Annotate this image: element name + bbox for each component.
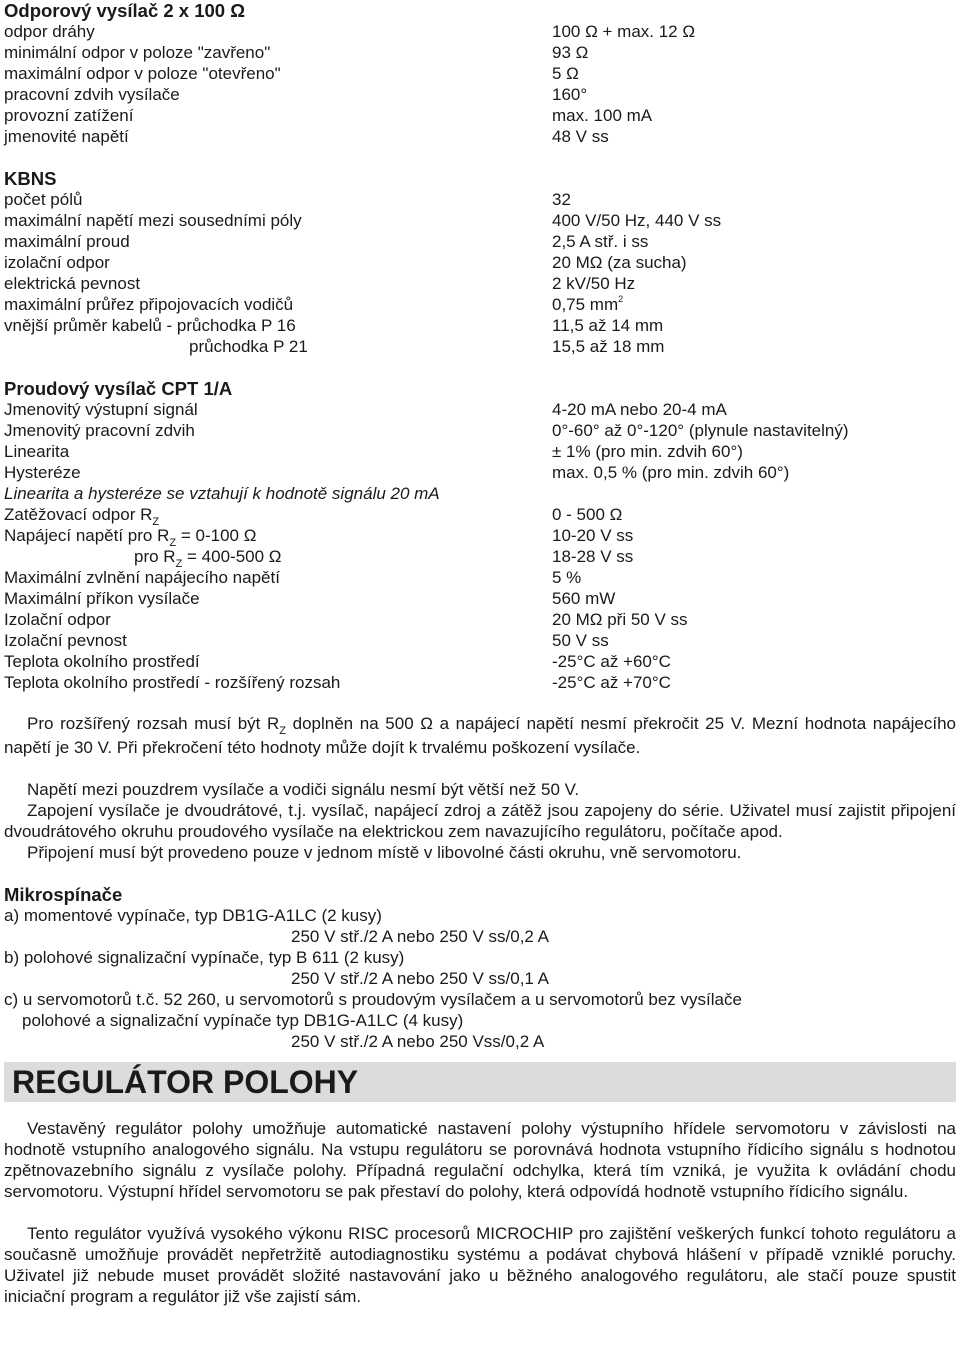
spec-label: maximální průřez připojovacích vodičů bbox=[4, 295, 294, 314]
microswitch-item: b) polohové signalizační vypínače, typ B 611 (2 kusy) bbox=[4, 948, 405, 967]
spec-value: 0°-60° až 0°-120° (plynule nastavitelný) bbox=[552, 421, 849, 440]
spec-row bbox=[4, 567, 956, 588]
connection-paragraph: Připojení musí být provedeno pouze v jednom místě v libovolné části okruhu, vně servomotoru. bbox=[27, 843, 742, 862]
spec-label: Izolační odpor bbox=[4, 610, 111, 629]
spec-row bbox=[4, 210, 956, 231]
spec-row bbox=[4, 630, 956, 651]
spec-row bbox=[4, 273, 956, 294]
section-banner bbox=[4, 1062, 956, 1102]
spec-value: 20 MΩ při 50 V ss bbox=[552, 610, 688, 629]
subscript: Z bbox=[175, 558, 183, 570]
spec-row bbox=[4, 63, 956, 84]
spec-label: Linearita bbox=[4, 442, 70, 461]
microswitch-spec: 250 V stř./2 A nebo 250 V ss/0,2 A bbox=[291, 927, 550, 946]
spec-value: 20 MΩ (za sucha) bbox=[552, 253, 687, 272]
spec-label-text: = 0-100 Ω bbox=[176, 526, 257, 545]
spec-value: -25°C až +60°C bbox=[552, 652, 671, 671]
spec-label: průchodka P 21 bbox=[189, 337, 308, 356]
spec-value: 0 - 500 Ω bbox=[552, 505, 623, 524]
spec-label: Maximální zvlnění napájecího napětí bbox=[4, 568, 280, 587]
banner-title: REGULÁTOR POLOHY bbox=[12, 1064, 359, 1100]
section-title-resistive-transmitter: Odporový vysílač 2 x 100 Ω bbox=[4, 0, 246, 21]
paragraph-text: doplněn na 500 Ω a napájecí napětí nesmí překročit 25 V. Mezní hodnota napájecího napětí je 30 V. Při překročení této hodnoty může dojít k trvalému poškození vysílače. bbox=[4, 714, 956, 757]
spec-value: 32 bbox=[552, 190, 571, 209]
spec-row bbox=[4, 189, 956, 210]
wiring-paragraph: Zapojení vysílače je dvoudrátové, t.j. vysílač, napájecí zdroj a zátěž jsou zapojeny do série. Uživatel musí zajistit připojení dvoudrátového okruhu proudového vysílače na elektrickou zem navazujícího regulátoru, počítače apod. bbox=[4, 801, 956, 841]
spec-label: Hysteréze bbox=[4, 463, 81, 482]
superscript: 2 bbox=[618, 294, 624, 304]
paragraph-text: Pro rozšířený rozsah musí být R bbox=[27, 714, 280, 733]
spec-row bbox=[4, 42, 956, 63]
regulator-risc-paragraph: Tento regulátor využívá vysokého výkonu RISC procesorů MICROCHIP pro zajištění veškerých funkcí tohoto regulátoru a současně umožňuje provádět nepřetržitě autodiagnostiku systému a podávat chybová hlášení v případě vzniklé poruchy. Uživatel již nebude muset provádět složité nastavování jako u běžného analogového regulátoru, ale stačí pouze spustit iniciační program a regulátor již vše zajistí sám. bbox=[4, 1224, 956, 1306]
spec-row bbox=[4, 462, 956, 483]
spec-note: Linearita a hysteréze se vztahují k hodnotě signálu 20 mA bbox=[4, 484, 440, 503]
spec-value: 18-28 V ss bbox=[552, 547, 634, 566]
regulator-intro-paragraph: Vestavěný regulátor polohy umožňuje automatické nastavení polohy výstupního hřídele servomotoru v závislosti na hodnotě vstupního analogového signálu. Na vstupu regulátoru se porovnává hodnota vstupního řídicího signálu s hodnotou zpětnovazebního signálu z vysílače polohy. Případná regulační odchylka, která tím vzniká, je využita k ovládání chodu servomotoru. Výstupní hřídel servomotoru se pak přestaví do polohy, která odpovídá hodnotě vstupního řídicího signálu. bbox=[4, 1119, 956, 1201]
current-transmitter-specs bbox=[4, 399, 956, 693]
spec-row bbox=[4, 672, 956, 693]
section-title-current-transmitter: Proudový vysílač CPT 1/A bbox=[4, 378, 233, 399]
spec-label-text: Zatěžovací odpor R bbox=[4, 505, 153, 524]
spec-label: Teplota okolního prostředí - rozšířený rozsah bbox=[4, 673, 341, 692]
spec-value: 48 V ss bbox=[552, 127, 609, 146]
spec-value: 160° bbox=[552, 85, 588, 104]
microswitch-spec: 250 V stř./2 A nebo 250 V ss/0,1 A bbox=[291, 969, 550, 988]
spec-label: odpor dráhy bbox=[4, 22, 95, 41]
spec-label: provozní zatížení bbox=[4, 106, 134, 125]
spec-label: izolační odpor bbox=[4, 253, 110, 272]
spec-value-text: 0,75 mm bbox=[552, 295, 619, 314]
spec-value: 4-20 mA nebo 20-4 mA bbox=[552, 400, 727, 419]
spec-value: 15,5 až 18 mm bbox=[552, 337, 665, 356]
spec-label: Teplota okolního prostředí bbox=[4, 652, 200, 671]
spec-label: minimální odpor v poloze "zavřeno" bbox=[4, 43, 271, 62]
spec-row bbox=[4, 546, 956, 570]
spec-label: vnější průměr kabelů - průchodka P 16 bbox=[4, 316, 296, 335]
spec-row bbox=[4, 126, 956, 147]
spec-row bbox=[4, 399, 956, 420]
kbns-specs bbox=[4, 189, 956, 357]
spec-row bbox=[4, 525, 956, 549]
spec-value: 5 % bbox=[552, 568, 582, 587]
spec-label: Izolační pevnost bbox=[4, 631, 127, 650]
spec-label: Jmenovitý pracovní zdvih bbox=[4, 421, 195, 440]
microswitch-item: polohové a signalizační vypínače typ DB1G-A1LC (4 kusy) bbox=[22, 1011, 464, 1030]
subscript: Z bbox=[279, 725, 287, 737]
section-title-microswitches: Mikrospínače bbox=[4, 884, 123, 905]
spec-label: pracovní zdvih vysílače bbox=[4, 85, 180, 104]
spec-label: maximální napětí mezi sousedními póly bbox=[4, 211, 302, 230]
spec-label bbox=[4, 505, 160, 528]
spec-label bbox=[4, 547, 282, 570]
spec-label: maximální odpor v poloze "otevřeno" bbox=[4, 64, 281, 83]
spec-row bbox=[4, 294, 956, 315]
spec-row bbox=[4, 105, 956, 126]
spec-value: max. 100 mA bbox=[552, 106, 653, 125]
spec-row bbox=[4, 588, 956, 609]
spec-value: 560 mW bbox=[552, 589, 616, 608]
microswitch-item: c) u servomotorů t.č. 52 260, u servomotorů s proudovým vysílačem a u servomotorů bez vysílače bbox=[4, 990, 742, 1009]
microswitch-item: a) momentové vypínače, typ DB1G-A1LC (2 kusy) bbox=[4, 906, 382, 925]
spec-label: maximální proud bbox=[4, 232, 130, 251]
spec-label: jmenovité napětí bbox=[4, 127, 129, 146]
spec-row bbox=[4, 252, 956, 273]
spec-label-text: = 400-500 Ω bbox=[182, 547, 282, 566]
spec-value: 2,5 A stř. i ss bbox=[552, 232, 649, 251]
extended-range-paragraph bbox=[4, 713, 956, 758]
spec-value: 93 Ω bbox=[552, 43, 589, 62]
spec-value: -25°C až +70°C bbox=[552, 673, 671, 692]
spec-value: 10-20 V ss bbox=[552, 526, 634, 545]
spec-row bbox=[4, 315, 956, 336]
spec-value: 2 kV/50 Hz bbox=[552, 274, 636, 293]
spec-value: 50 V ss bbox=[552, 631, 609, 650]
spec-row bbox=[4, 21, 956, 42]
microswitch-spec: 250 V stř./2 A nebo 250 Vss/0,2 A bbox=[291, 1032, 545, 1051]
voltage-paragraph: Napětí mezi pouzdrem vysílače a vodiči signálu nesmí být větší než 50 V. bbox=[27, 780, 580, 799]
section-title-kbns: KBNS bbox=[4, 168, 57, 189]
spec-label: počet pólů bbox=[4, 190, 83, 209]
spec-row bbox=[4, 84, 956, 105]
spec-label-text: pro R bbox=[134, 547, 176, 566]
spec-row bbox=[4, 231, 956, 252]
subscript: Z bbox=[152, 516, 160, 528]
spec-value: 11,5 až 14 mm bbox=[552, 316, 664, 335]
spec-value: 400 V/50 Hz, 440 V ss bbox=[552, 211, 722, 230]
spec-value: max. 0,5 % (pro min. zdvih 60°) bbox=[552, 463, 790, 482]
spec-label: Jmenovitý výstupní signál bbox=[4, 400, 198, 419]
document-page bbox=[4, 0, 956, 1307]
spec-row bbox=[4, 441, 956, 462]
spec-label-text: Napájecí napětí pro R bbox=[4, 526, 170, 545]
spec-row bbox=[4, 336, 956, 357]
spec-value: ± 1% (pro min. zdvih 60°) bbox=[552, 442, 743, 461]
spec-value: 5 Ω bbox=[552, 64, 579, 83]
spec-value: 100 Ω + max. 12 Ω bbox=[552, 22, 696, 41]
resistive-transmitter-specs bbox=[4, 21, 956, 147]
spec-label: Maximální příkon vysílače bbox=[4, 589, 200, 608]
spec-label bbox=[4, 526, 257, 549]
spec-row bbox=[4, 609, 956, 630]
spec-row bbox=[4, 504, 956, 528]
spec-row bbox=[4, 420, 956, 441]
spec-label: elektrická pevnost bbox=[4, 274, 141, 293]
spec-row bbox=[4, 651, 956, 672]
subscript: Z bbox=[169, 537, 177, 549]
